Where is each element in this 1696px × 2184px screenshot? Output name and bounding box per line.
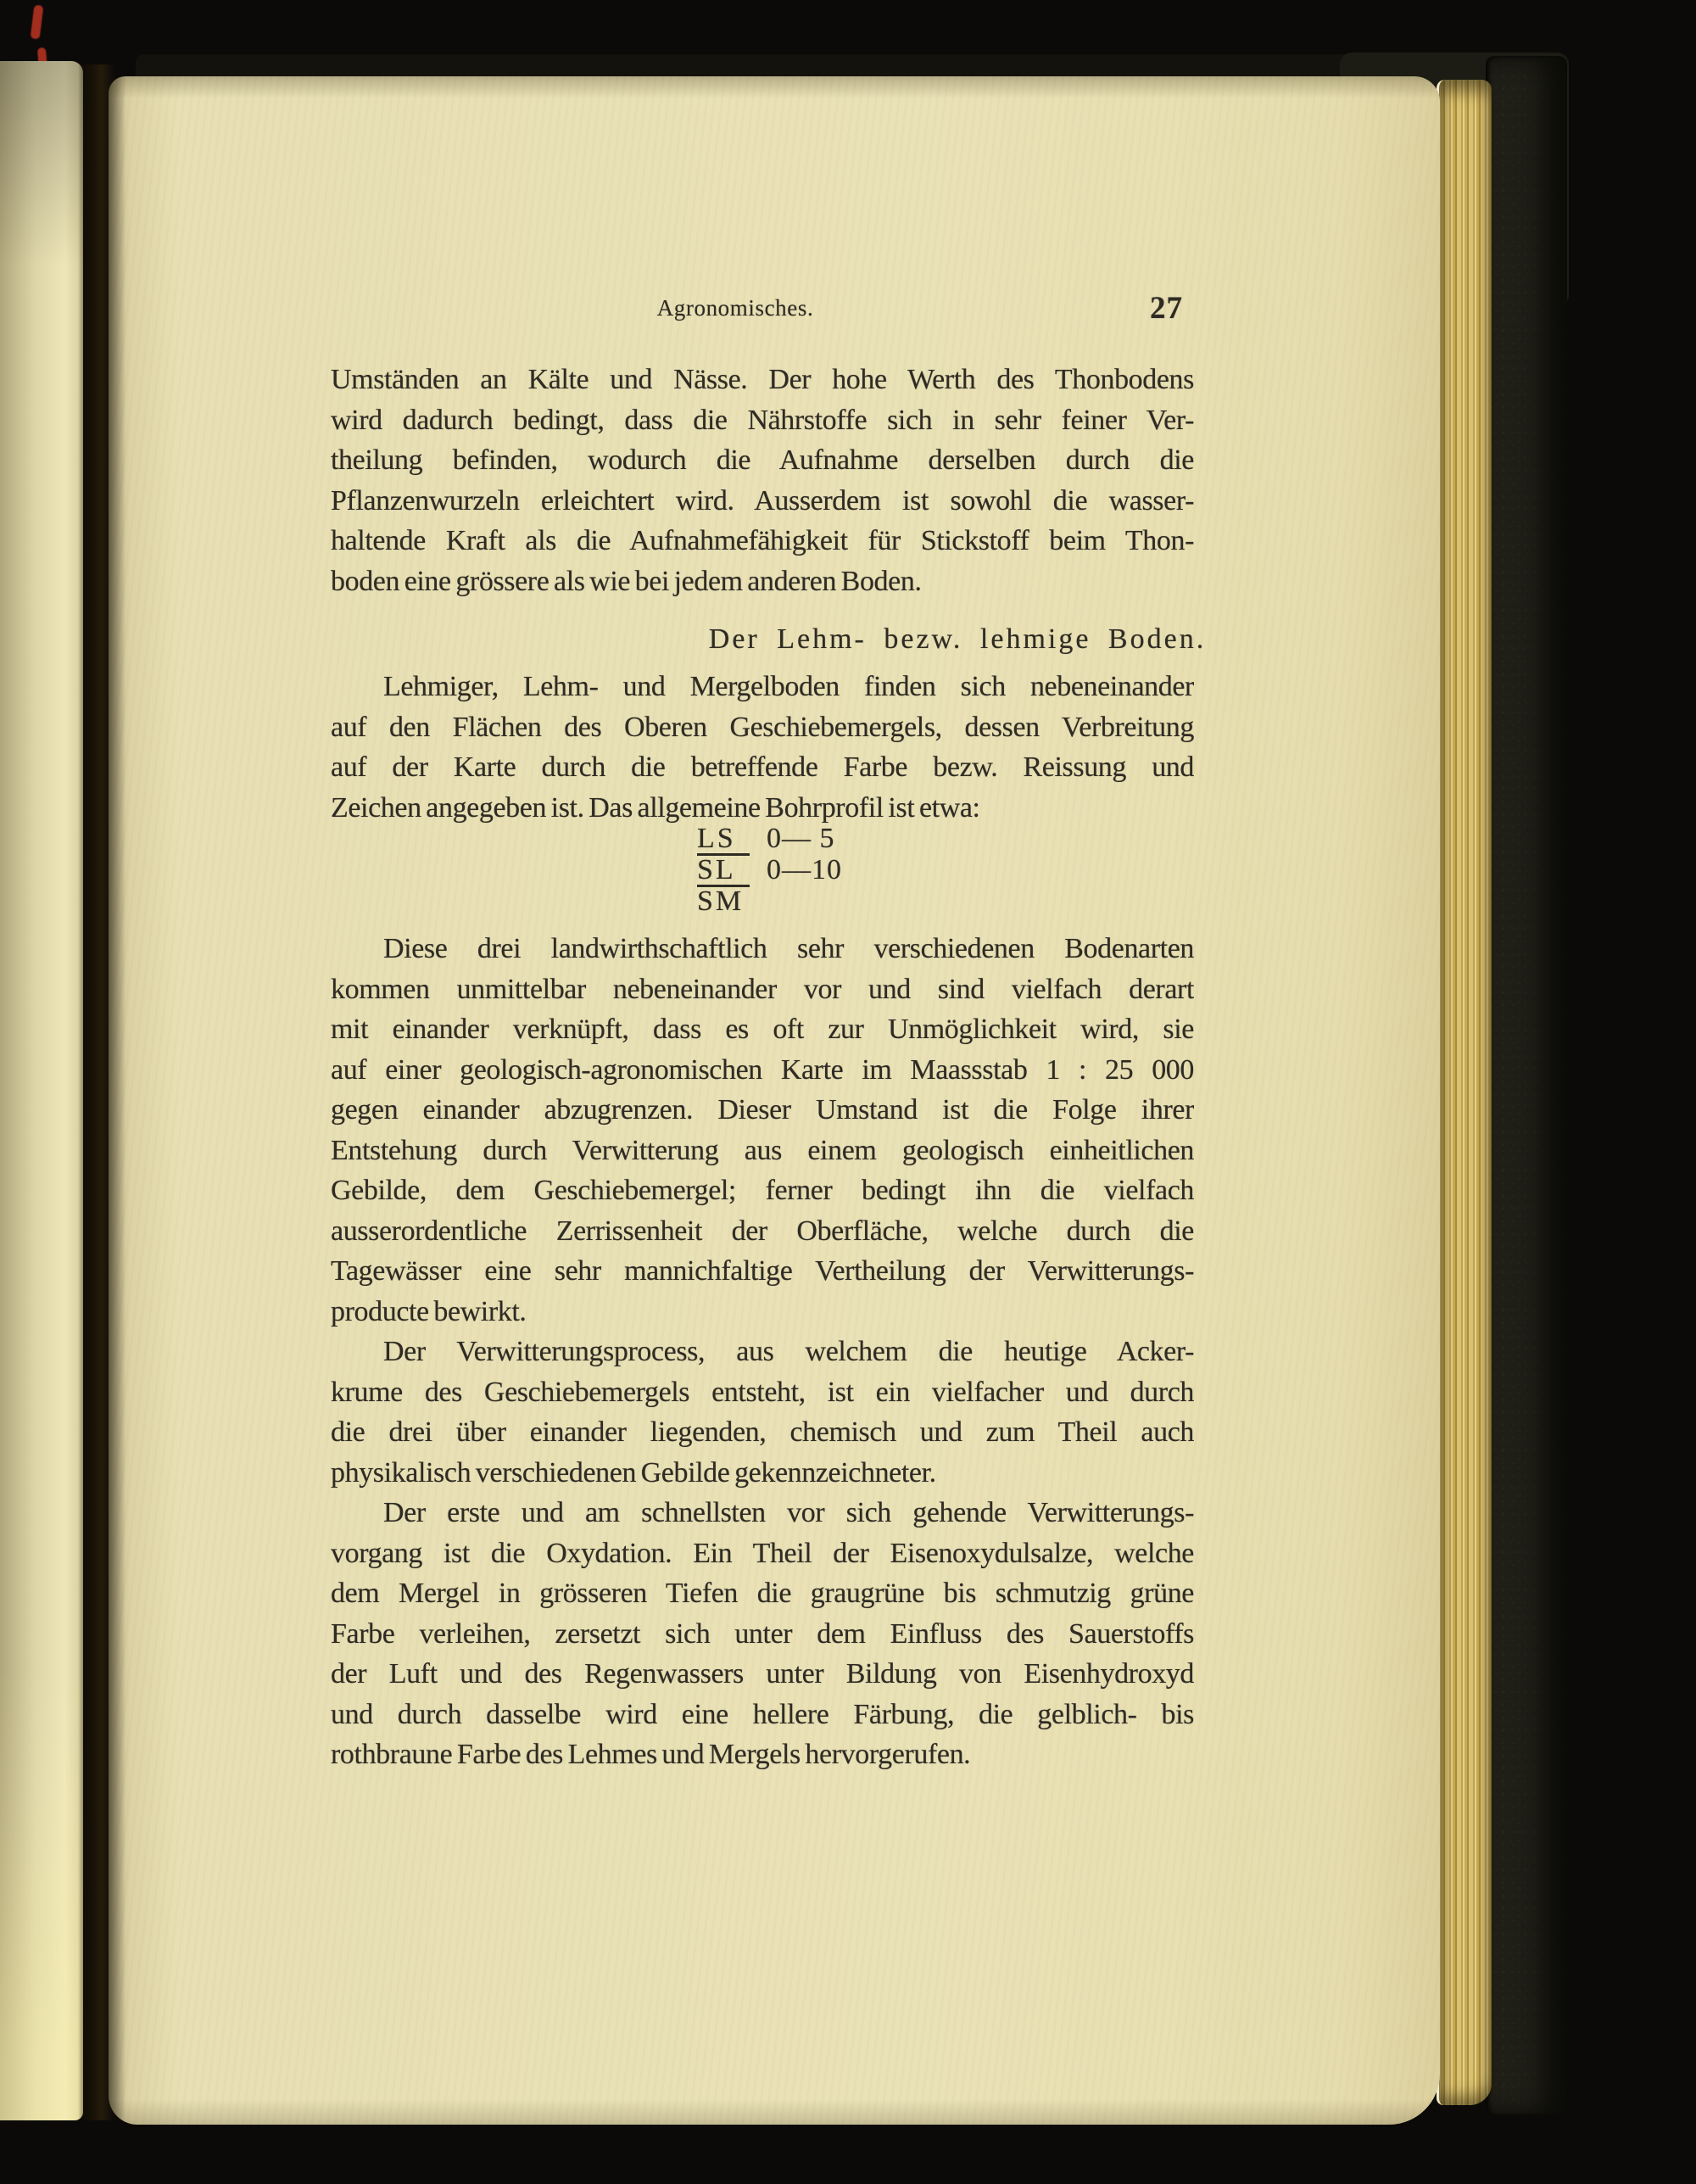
profile-row: [697, 856, 842, 887]
text-line: der Luft und des Regenwassers unter Bildung von Eisenhydroxyd: [331, 1658, 1194, 1690]
text-line: Diese drei landwirthschaftlich sehr verschiedenen Bodenarten: [383, 933, 1194, 964]
page-number: 27: [1150, 291, 1183, 326]
body-paragraph: [331, 1332, 1194, 1493]
text-line: gegen einander abzugrenzen. Dieser Umstand ist die Folge ihrer: [331, 1094, 1194, 1126]
text-line: haltende Kraft als die Aufnahmefähigkeit für Stickstoff beim Thon-: [331, 525, 1194, 556]
text-line: Umständen an Kälte und Nässe. Der hohe Werth des Thonbodens: [331, 364, 1194, 395]
profile-row: [697, 887, 842, 919]
gutter-inner-shadow: [109, 76, 126, 2125]
text-line: theilung befinden, wodurch die Aufnahme derselben durch die: [331, 444, 1194, 476]
text-line: auf den Flächen des Oberen Geschiebemergels, dessen Verbreitung: [331, 711, 1194, 743]
text-line: wird dadurch bedingt, dass die Nährstoffe sich in sehr feiner Ver-: [331, 404, 1194, 436]
body-paragraph: [331, 360, 1194, 601]
red-pen-mark: [31, 4, 44, 39]
text-line: Zeichen angegeben ist. Das allgemeine Bohrprofil ist etwa:: [331, 791, 980, 824]
text-line: producte bewirkt.: [331, 1295, 527, 1327]
text-line: physikalisch verschiedenen Gebilde gekennzeichneter.: [331, 1456, 936, 1489]
text-line: Farbe verleihen, zersetzt sich unter dem Einfluss des Sauerstoffs: [331, 1617, 1194, 1650]
profile-label: SL: [697, 856, 750, 887]
text-line: Entstehung durch Verwitterung aus einem geologisch einheitlichen: [331, 1134, 1194, 1166]
main-page: [109, 76, 1440, 2125]
profile-label: SM: [697, 885, 745, 917]
text-line: auf einer geologisch-agronomischen Karte im Maassstab 1 : 25 000: [331, 1053, 1194, 1086]
text-line: krume des Geschiebemergels entsteht, ist ein vielfacher und durch: [331, 1376, 1194, 1408]
body-paragraph: [331, 667, 1194, 828]
text-line: Der Verwitterungsprocess, aus welchem die heutige Acker-: [383, 1336, 1194, 1367]
page-fore-edge: [1437, 80, 1492, 2105]
text-line: dem Mergel in grösseren Tiefen die graugrüne bis schmutzig grüne: [331, 1578, 1194, 1609]
text-line: auf der Karte durch die betreffende Farbe bezw. Reissung und: [331, 751, 1194, 783]
body-paragraph: [331, 1493, 1194, 1775]
book-cover-edge: [1486, 56, 1567, 2115]
profile-row: [697, 824, 842, 856]
section-heading: Der Lehm- bezw. lehmige Boden.: [708, 623, 1207, 655]
text-line: vorgang ist die Oxydation. Ein Theil der Eisenoxydulsalze, welche: [331, 1537, 1194, 1569]
profile-value: 0— 5: [767, 823, 835, 854]
text-line: ausserordentliche Zerrissenheit der Oberfläche, welche durch die: [331, 1215, 1194, 1247]
text-line: Lehmiger, Lehm- und Mergelboden finden sich nebeneinander: [383, 671, 1194, 702]
running-head: Agronomisches.: [656, 295, 814, 321]
text-line: mit einander verknüpft, dass es oft zur Unmöglichkeit wird, sie: [331, 1014, 1194, 1045]
text-line: rothbraune Farbe des Lehmes und Mergels hervorgerufen.: [331, 1739, 971, 1770]
text-line: kommen unmittelbar nebeneinander vor und sind vielfach derart: [331, 973, 1194, 1005]
text-line: die drei über einander liegenden, chemisch und zum Theil auch: [331, 1416, 1194, 1448]
text-line: Gebilde, dem Geschiebemergel; ferner bedingt ihn die vielfach: [331, 1175, 1194, 1206]
profile-label: LS: [697, 824, 750, 856]
facing-page-edge: [0, 61, 83, 2120]
text-line: boden eine grössere als wie bei jedem anderen Boden.: [331, 565, 922, 597]
profile-value: 0—10: [767, 854, 842, 885]
text-column: [331, 76, 1207, 2125]
text-line: Der erste und am schnellsten vor sich gehende Verwitterungs-: [383, 1497, 1194, 1528]
bore-profile: [697, 824, 842, 919]
text-line: und durch dasselbe wird eine hellere Färbung, die gelblich- bis: [331, 1698, 1194, 1730]
text-line: Pflanzenwurzeln erleichtert wird. Ausserdem ist sowohl die wasser-: [331, 484, 1194, 517]
body-paragraph: [331, 929, 1194, 1332]
text-line: Tagewässer eine sehr mannichfaltige Vertheilung der Verwitterungs-: [331, 1255, 1194, 1287]
